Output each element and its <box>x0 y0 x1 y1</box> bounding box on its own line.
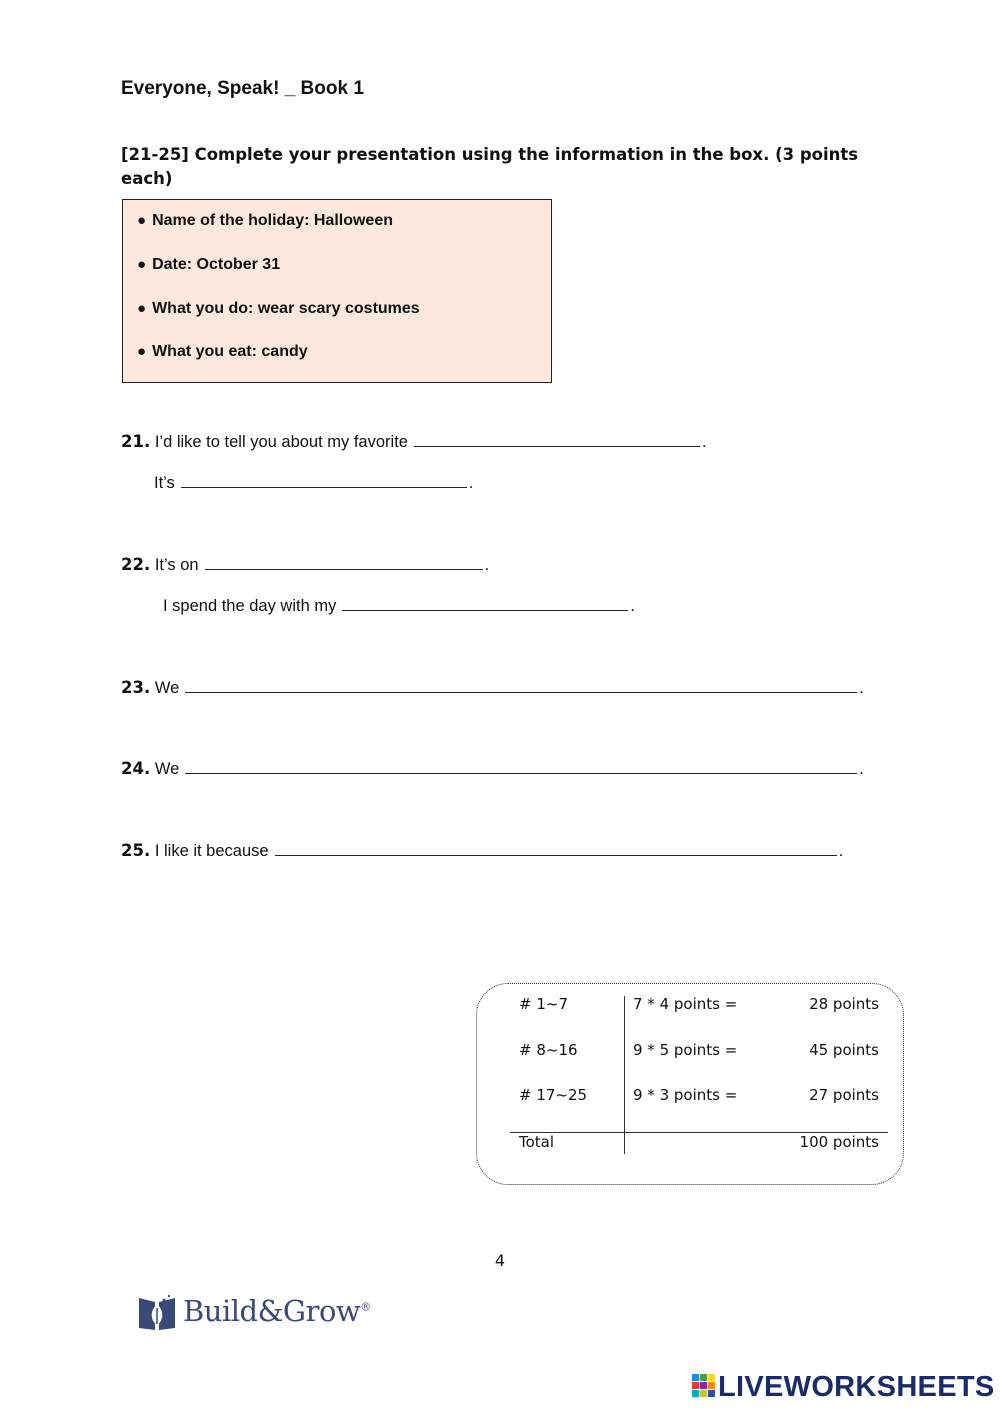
bullet-icon: ● <box>137 212 147 229</box>
answer-blank-22b[interactable] <box>342 594 628 611</box>
question-22-line-2: I spend the day with my . <box>163 594 635 616</box>
score-table-divider-vertical <box>624 996 625 1154</box>
registered-mark: ® <box>360 1300 371 1314</box>
score-points: 28 points <box>809 995 879 1013</box>
bullet-icon: ● <box>137 343 147 360</box>
question-number: 22. <box>121 555 151 574</box>
bullet-icon: ● <box>137 300 147 317</box>
answer-blank-23[interactable] <box>185 676 857 693</box>
question-number: 25. <box>121 841 151 860</box>
question-prompt: I’d like to tell you about my favorite <box>154 433 408 451</box>
info-item-holiday: ● Name of the holiday: Halloween <box>137 212 393 229</box>
page-header-title: Everyone, Speak! _ Book 1 <box>121 78 364 99</box>
question-prompt: It’s on <box>154 556 199 574</box>
score-table <box>476 983 904 1185</box>
answer-blank-21a[interactable] <box>414 430 700 447</box>
score-calc: 9 * 5 points = <box>633 1041 738 1059</box>
watermark-logo <box>692 1371 995 1403</box>
answer-blank-22a[interactable] <box>205 553 483 570</box>
score-calc: 9 * 3 points = <box>633 1086 738 1104</box>
question-21-line-1: 21. I’d like to tell you about my favorite . <box>121 432 707 451</box>
liveworksheets-icon <box>692 1374 716 1398</box>
question-prompt: We <box>154 760 180 778</box>
watermark-text: LIVEWORKSHEETS <box>718 1371 995 1403</box>
answer-blank-25[interactable] <box>275 839 837 856</box>
question-21-line-2: It’s . <box>154 471 473 493</box>
brand-logo <box>137 1292 371 1336</box>
answer-blank-24[interactable] <box>185 757 857 774</box>
question-number: 23. <box>121 678 151 697</box>
question-25-line-1: 25. I like it because . <box>121 841 844 860</box>
score-calc: 7 * 4 points = <box>633 995 738 1013</box>
score-points: 27 points <box>809 1086 879 1104</box>
bullet-icon: ● <box>137 256 147 273</box>
instructions: [21-25] Complete your presentation using the information in the box. (3 points each) <box>121 145 859 188</box>
page-number: 4 <box>494 1251 506 1270</box>
info-item-food: ● What you eat: candy <box>137 343 308 360</box>
score-range: # 8~16 <box>519 1041 578 1059</box>
question-23-line-1: 23. We . <box>121 678 864 697</box>
info-box <box>122 199 552 383</box>
score-total-label: Total <box>519 1133 555 1151</box>
question-prompt: I spend the day with my <box>163 597 337 615</box>
info-item-activity: ● What you do: wear scary costumes <box>137 300 420 317</box>
question-number: 21. <box>121 432 151 451</box>
brand-name: Build&Grow <box>183 1294 361 1328</box>
book-icon <box>137 1292 177 1332</box>
score-points: 45 points <box>809 1041 879 1059</box>
question-prompt: We <box>154 679 180 697</box>
info-item-date: ● Date: October 31 <box>137 256 281 273</box>
question-22-line-1: 22. It’s on . <box>121 555 490 574</box>
question-24-line-1: 24. We . <box>121 759 864 778</box>
score-total-points: 100 points <box>799 1133 879 1151</box>
question-number: 24. <box>121 759 151 778</box>
score-range: # 1~7 <box>519 995 568 1013</box>
question-prompt: It’s <box>154 474 175 492</box>
question-prompt: I like it because <box>154 842 269 860</box>
answer-blank-21b[interactable] <box>181 471 467 488</box>
score-range: # 17~25 <box>519 1086 588 1104</box>
